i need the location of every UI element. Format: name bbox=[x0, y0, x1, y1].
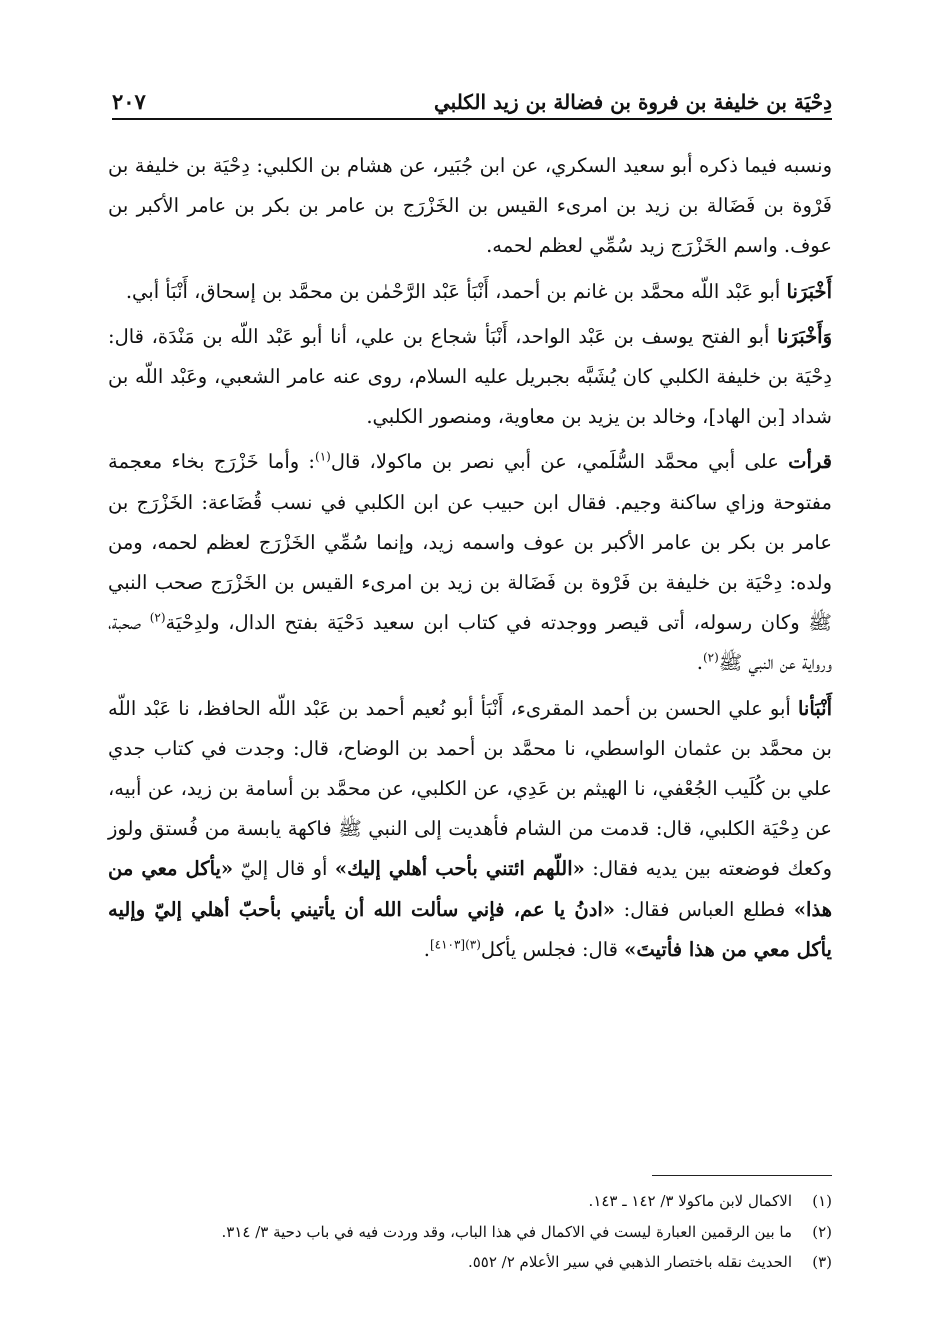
paragraph-lead: أَنْبَأنا bbox=[797, 696, 833, 720]
paragraph-text: على أبي محمَّد السُّلَمي، عن أبي نصر بن ماكولا، قال bbox=[330, 450, 779, 474]
paragraph-text: أبو علي الحسن بن أحمد المقرىء، أَنْبَأ أبو نُعيم أحمد بن عَبْد اللّه الحافظ، نا عَبْد اللّه بن محمَّد بن عثمان الواسطي، نا محمَّد بن أحمد بن الوضاح، قال: وجدت في كتاب جدي علي بن كُلَيب الجُعْفي، نا الهيثم بن عَدِي، عن الكلبي، عن محمَّد بن أسامة بن زيد، عن أبيه، عن دِحْيَة الكلبي، قال: قدمت من الشام فأهديت إلى النبي ﷺ فاكهة يابسة من فُستق ولوز وكعك فوضعته بين يديه فقال: bbox=[108, 696, 832, 881]
paragraph-lineage bbox=[108, 146, 832, 267]
paragraph-akhbarana-2 bbox=[108, 317, 832, 438]
paragraph-text: : وأما خَزْرَج بخاء معجمة مفتوحة وزاي ساكنة وجيم. فقال ابن حبيب عن ابن الكلبي في نسب قُضَاعة: الخَزْرَج بن عامر بن بكر بن عامر الأكبر بن عوف واسمه زيد، وإنما سُمِّي الخَزْرَج لعظم لحمه، ومن ولده: دِحْيَة بن خليفة بن فَرْوة بن فَضَالة بن زيد بن امرىء القيس بن الخَزْرَج صحب النبي ﷺ وكان رسوله، أتى قيصر ووجدته في كتاب ابن سعيد دَحْيَة بفتح الدال، ولدِحْيَة bbox=[108, 450, 832, 635]
footnote-ref[interactable]: (٢) bbox=[702, 650, 719, 665]
hadith-quote: «اللّهم ائتني بأحب أهلي إليك» bbox=[334, 857, 585, 881]
footnote-text: الحديث نقله باختصار الذهبي في سير الأعلام ٢/ ٥٥٢. bbox=[467, 1253, 792, 1271]
footnote-rule bbox=[652, 1175, 832, 1176]
footnote-number: (١) bbox=[812, 1192, 832, 1210]
paragraph-text: أبو الفتح يوسف بن عَبْد الواحد، أَنْبَأ شجاع بن علي، أنا أبو عَبْد اللّه بن مَنْدَة، قال: دِحْيَة بن خليفة الكلبي كان يُشَبَّه بجبريل عليه السلام، روى عنه عامر الشعبي، وعَبْد اللّه بن شداد [بن الهاد]، وخالد بن يزيد بن معاوية، ومنصور الكلبي. bbox=[108, 324, 832, 429]
footnote-ref[interactable]: (٣)[٤١٠٣] bbox=[429, 937, 481, 952]
header-rule bbox=[112, 118, 832, 120]
paragraph-text: صحبة، ورواية عن النبي ﷺ bbox=[108, 611, 832, 675]
footnote bbox=[112, 1217, 832, 1248]
footnote-ref[interactable]: (٢) bbox=[149, 610, 166, 625]
footnote bbox=[112, 1186, 832, 1217]
footnotes bbox=[112, 1186, 832, 1278]
paragraph-lead: وَأَخْبَرَنا bbox=[777, 324, 832, 348]
paragraph-text: أو قال إليّ bbox=[233, 857, 335, 881]
paragraph-anbaana bbox=[108, 689, 832, 970]
paragraph-text: ونسبه فيما ذكره أبو سعيد السكري، عن ابن جُبَير، عن هشام بن الكلبي: دِحْيَة بن خليفة بن فَرْوة بن فَضَالة بن زيد بن امرىء القيس بن الخَزْرَج بن عامر بن بكر بن عامر الأكبر بن عوف. واسم الخَزْرَج زيد سُمِّي لعظم لحمه. bbox=[108, 154, 832, 258]
running-header bbox=[112, 78, 832, 114]
paragraph-akhbarana-1 bbox=[108, 272, 832, 312]
paragraph-text: . bbox=[423, 937, 430, 961]
header-title: دِحْيَة بن خليفة بن فروة بن فضالة بن زيد الكلبي bbox=[433, 90, 832, 114]
footnote-number: (٣) bbox=[812, 1253, 832, 1271]
footnote-number: (٢) bbox=[812, 1222, 832, 1241]
page-number: ٢٠٧ bbox=[112, 89, 146, 114]
paragraph-text: . bbox=[696, 651, 703, 675]
paragraph-lead: أَخْبَرَنا bbox=[786, 279, 832, 303]
paragraph-text: أبو عَبْد اللّه محمَّد بن غانم بن أحمد، أَنْبَأ عَبْد الرَّحْمٰن بن محمَّد بن إسحاق، أَنْبَأ أبي. bbox=[125, 279, 781, 303]
body-text bbox=[108, 146, 832, 970]
hadith-quote: «يأكل معي من هذا» bbox=[108, 857, 832, 921]
footnote-text: ما بين الرقمين العبارة ليست في الاكمال في هذا الباب، وقد وردت فيه في باب دحية ٣/ ٣١٤. bbox=[221, 1222, 792, 1241]
footnote-ref[interactable]: (١) bbox=[315, 449, 331, 464]
footnote-text: الاكمال لابن ماكولا ٣/ ١٤٢ ـ ١٤٣. bbox=[588, 1192, 792, 1210]
footnote bbox=[112, 1247, 832, 1278]
paragraph-qaratu bbox=[108, 442, 832, 683]
paragraph-text: فطلع العباس فقال: bbox=[614, 897, 794, 921]
paragraph-text: قال: فجلس يأكل bbox=[480, 937, 625, 961]
hadith-quote: «ادنُ يا عم، فإني سألت الله أن يأتيني بأحبّ أهلي إليّ وإليه يأكل معي من هذا فأتيتَ» bbox=[108, 897, 832, 961]
paragraph-lead: قرأت bbox=[788, 450, 832, 474]
